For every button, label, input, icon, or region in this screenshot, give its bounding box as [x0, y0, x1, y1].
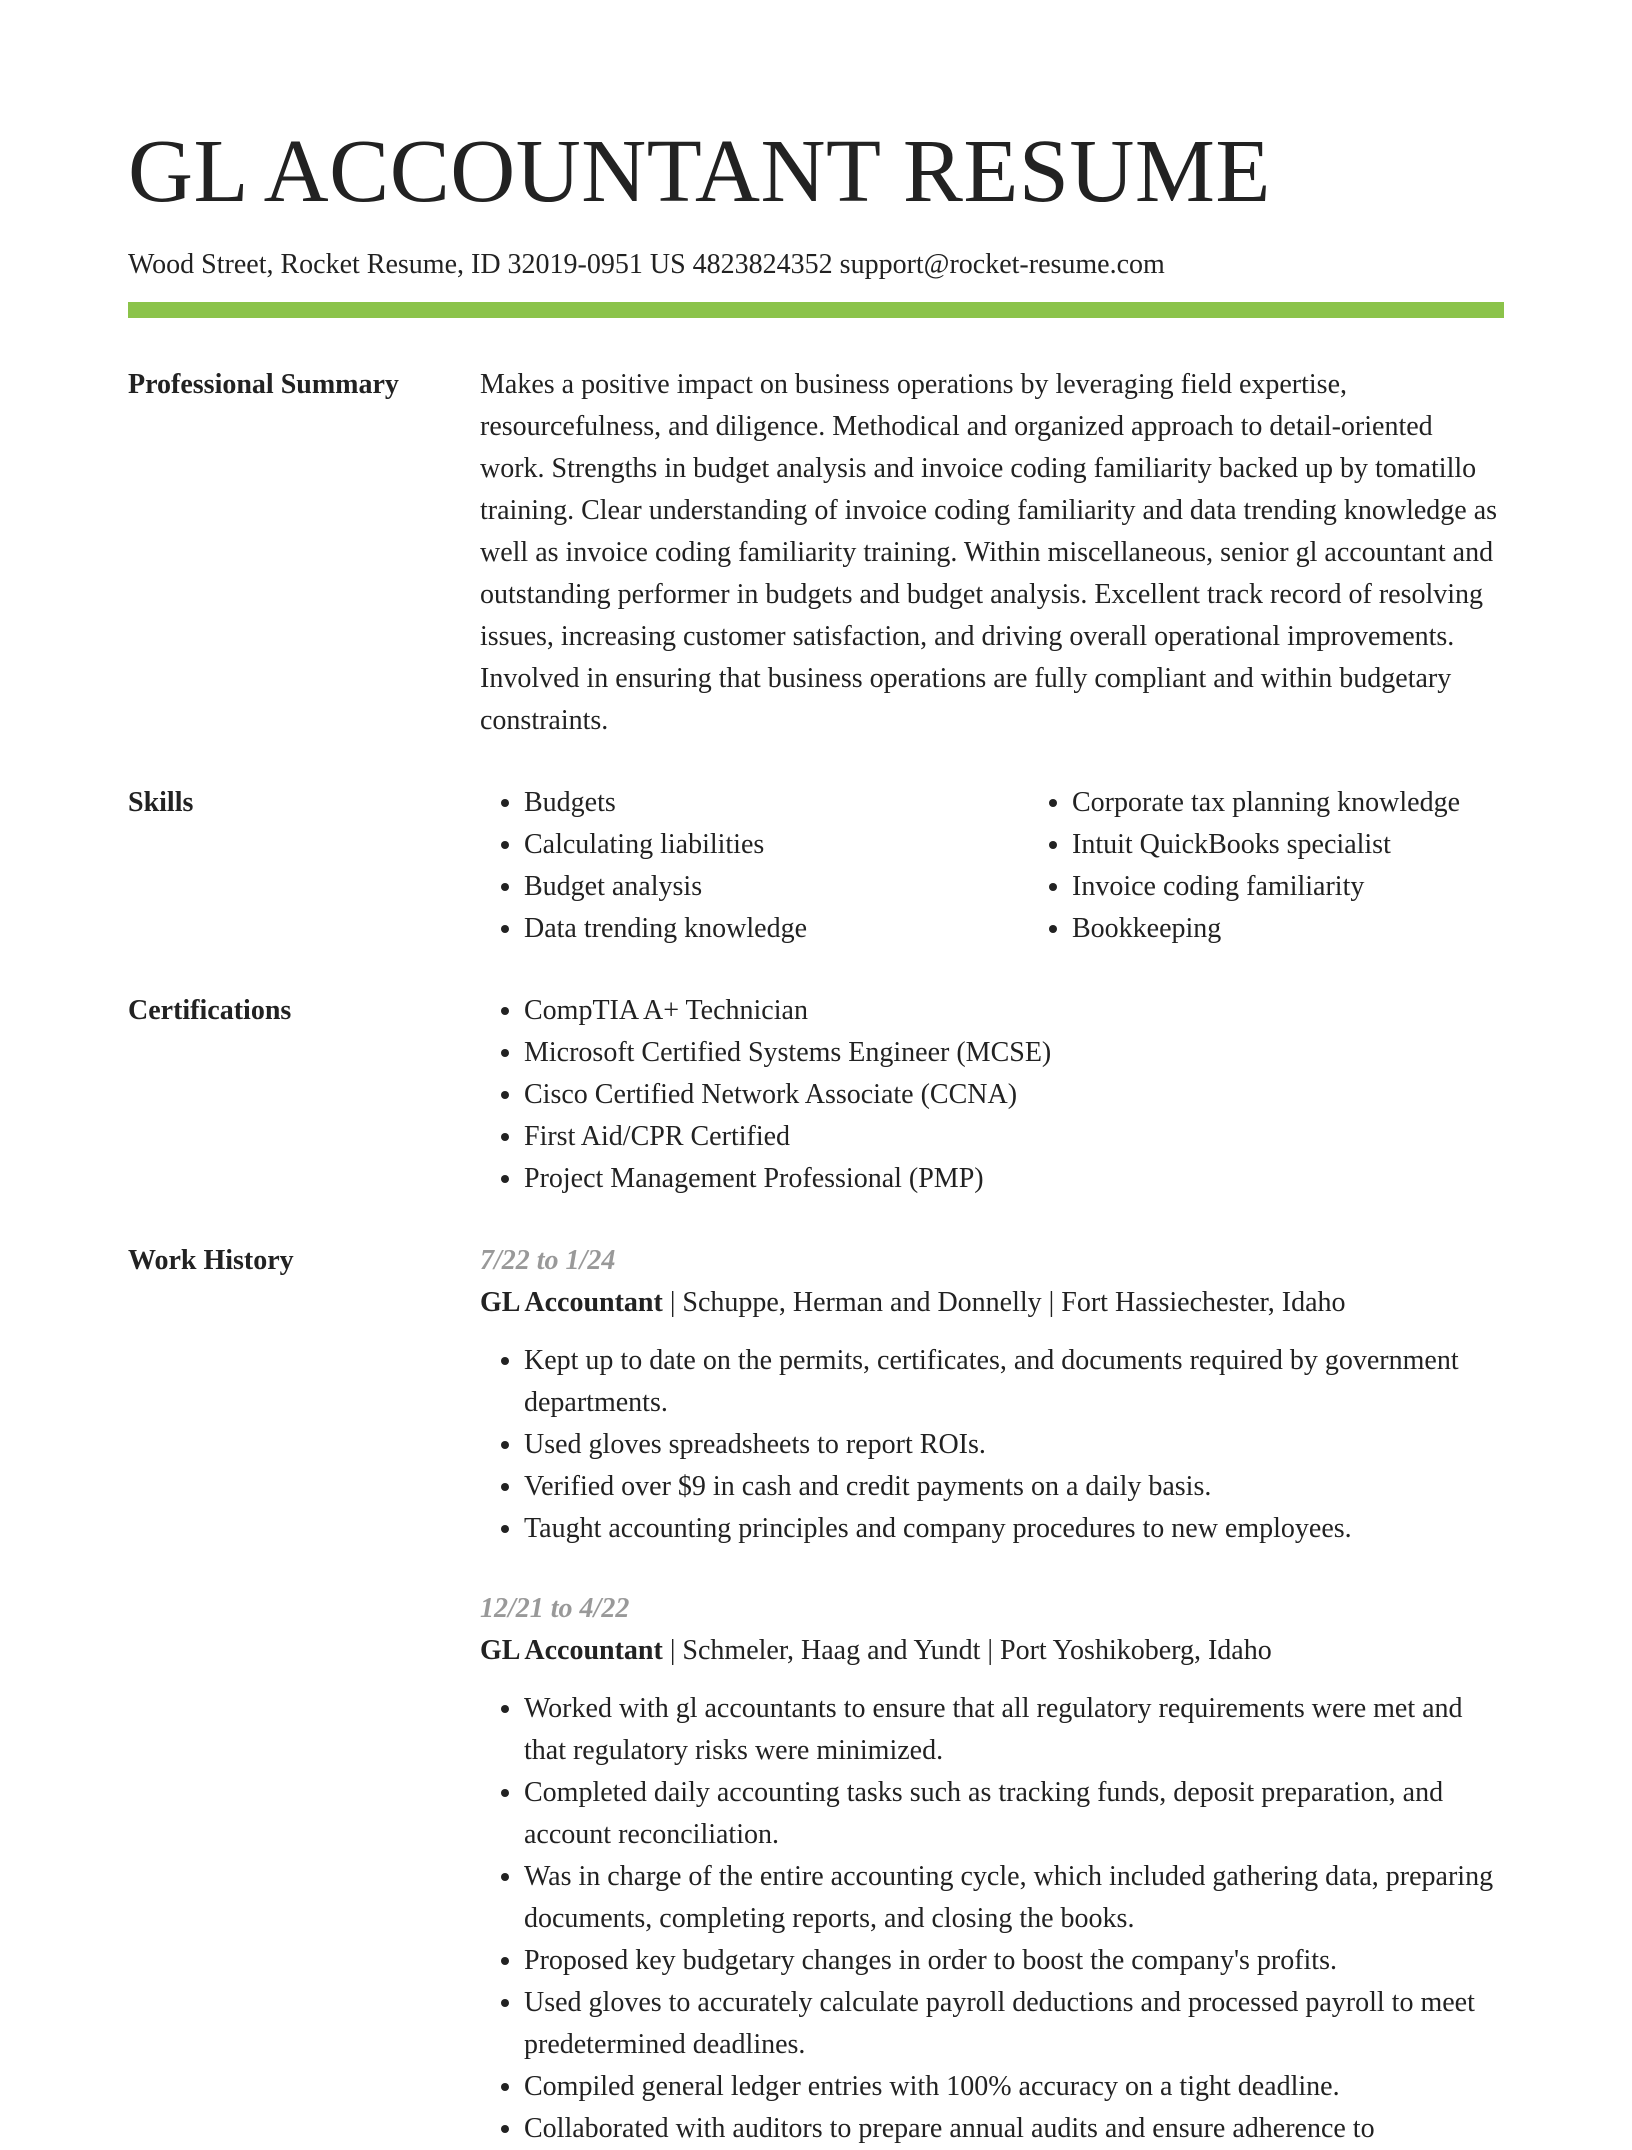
work-history-section: [128, 1240, 1504, 2150]
professional-summary-section: [128, 364, 1504, 742]
header-divider: [128, 302, 1504, 318]
section-label: Certifications: [128, 995, 292, 1026]
skill-item: • Corporate tax planning knowledge: [1072, 782, 1576, 824]
job-entry: [480, 1588, 1504, 2150]
skill-item: • Budget analysis: [524, 866, 1028, 908]
certification-item: • First Aid/CPR Certified: [524, 1116, 1504, 1158]
skill-item: • Invoice coding familiarity: [1072, 866, 1576, 908]
certifications-list: [480, 990, 1504, 1200]
job-employer-location: | Schuppe, Herman and Donnelly | Fort Hassiechester, Idaho: [662, 1287, 1346, 1318]
skill-item: • Data trending knowledge: [524, 908, 1028, 950]
job-bullet: • Used gloves to accurately calculate payroll deductions and processed payroll to meet predetermined deadlines.: [524, 1982, 1504, 2066]
certification-item: • CompTIA A+ Technician: [524, 990, 1504, 1032]
job-bullet: • Compiled general ledger entries with 100% accuracy on a tight deadline.: [524, 2066, 1504, 2108]
job-employer-location: | Schmeler, Haag and Yundt | Port Yoshikoberg, Idaho: [662, 1635, 1272, 1666]
skills-section: [128, 782, 1504, 950]
summary-text: Makes a positive impact on business operations by leveraging field expertise, resourcefulness, and diligence. Methodical and organized approach to detail-oriented work. Strengths in budget analysis and invoice coding familiarity backed up by tomatillo training. Clear understanding of invoice coding familiarity and data trending knowledge as well as invoice coding familiarity training. Within miscellaneous, senior gl accountant and outstanding performer in budgets and budget analysis. Excellent track record of resolving issues, increasing customer satisfaction, and driving overall operational improvements. Involved in ensuring that business operations are fully compliant and within budgetary constraints.: [480, 369, 1498, 736]
skill-item: • Budgets: [524, 782, 1028, 824]
certifications-section: [128, 990, 1504, 1200]
skills-list-right: [1028, 782, 1576, 950]
job-bullet: • Was in charge of the entire accounting cycle, which included gathering data, preparing documents, completing reports, and closing the books.: [524, 1856, 1504, 1940]
job-bullet: • Proposed key budgetary changes in order to boost the company's profits.: [524, 1940, 1504, 1982]
job-title: GL Accountant: [480, 1287, 663, 1318]
job-heading: [480, 1282, 1504, 1324]
resume-page: [128, 120, 1504, 2150]
job-bullet: • Taught accounting principles and company procedures to new employees.: [524, 1508, 1504, 1550]
certification-item: • Cisco Certified Network Associate (CCNA): [524, 1074, 1504, 1116]
job-heading: [480, 1630, 1504, 1672]
section-label: Professional Summary: [128, 369, 399, 400]
job-bullet: • Collaborated with auditors to prepare annual audits and ensure adherence to: [524, 2108, 1504, 2150]
skills-list-left: [480, 782, 1028, 950]
job-bullet: • Used gloves spreadsheets to report ROIs.: [524, 1424, 1504, 1466]
job-bullets: [480, 1340, 1504, 1550]
skill-item: • Calculating liabilities: [524, 824, 1028, 866]
section-label: Work History: [128, 1245, 294, 1276]
resume-title: GL ACCOUNTANT RESUME: [128, 122, 1271, 221]
job-bullet: • Worked with gl accountants to ensure that all regulatory requirements were met and that regulatory risks were minimized.: [524, 1688, 1504, 1772]
skill-item: • Bookkeeping: [1072, 908, 1576, 950]
job-bullet: • Verified over $9 in cash and credit payments on a daily basis.: [524, 1466, 1504, 1508]
contact-line: Wood Street, Rocket Resume, ID 32019-0951 US 4823824352 support@rocket-resume.com: [128, 249, 1165, 280]
skill-item: • Intuit QuickBooks specialist: [1072, 824, 1576, 866]
certification-item: • Project Management Professional (PMP): [524, 1158, 1504, 1200]
job-title: GL Accountant: [480, 1635, 663, 1666]
job-bullets: [480, 1688, 1504, 2150]
certification-item: • Microsoft Certified Systems Engineer (MCSE): [524, 1032, 1504, 1074]
section-label: Skills: [128, 787, 194, 818]
job-entry: [480, 1240, 1504, 1550]
job-date: 7/22 to 1/24: [480, 1245, 616, 1276]
job-bullet: • Kept up to date on the permits, certificates, and documents required by government departments.: [524, 1340, 1504, 1424]
job-bullet: • Completed daily accounting tasks such as tracking funds, deposit preparation, and account reconciliation.: [524, 1772, 1504, 1856]
job-date: 12/21 to 4/22: [480, 1593, 630, 1624]
